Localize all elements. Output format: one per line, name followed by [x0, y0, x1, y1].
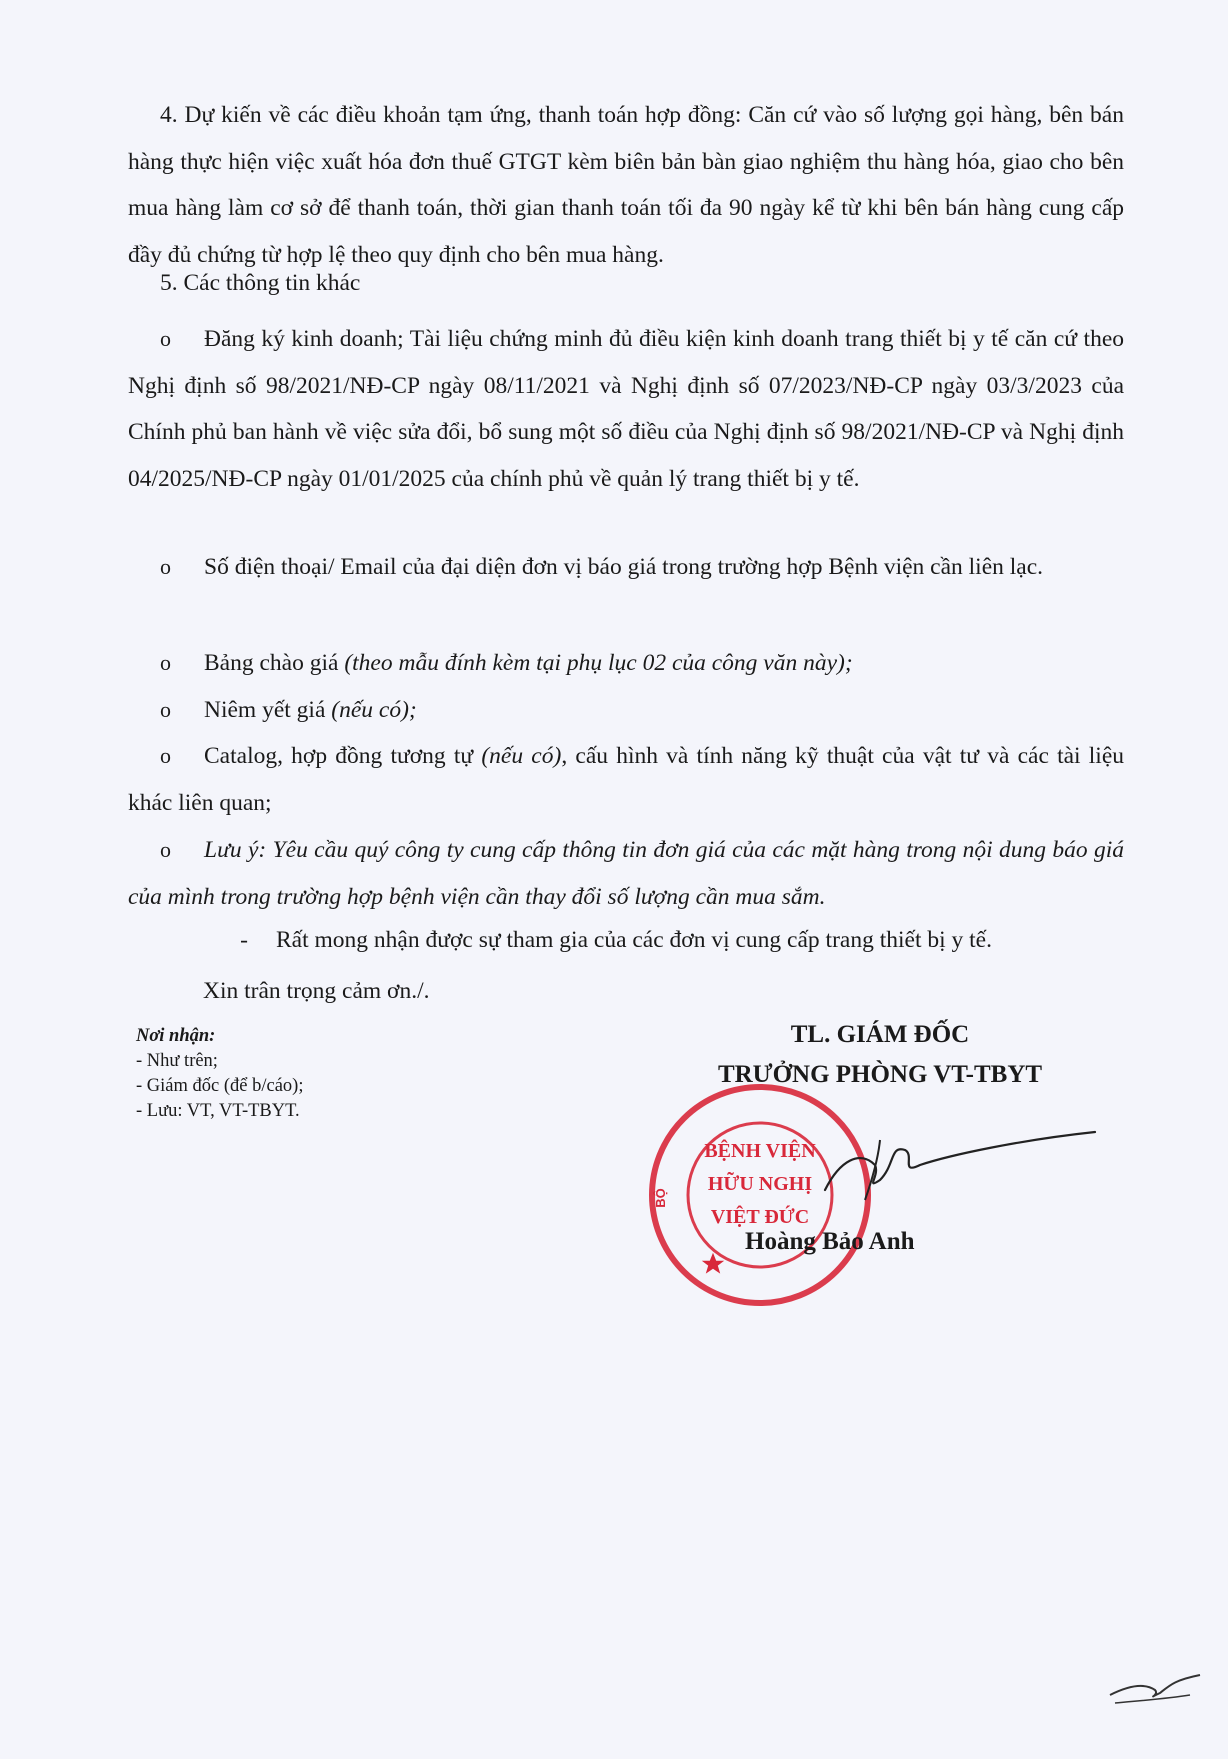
paragraph-other-info: 5. Các thông tin khác — [160, 270, 361, 296]
recipient-item: - Như trên; — [136, 1051, 218, 1071]
stamp-line-2: HỮU NGHỊ — [707, 1173, 813, 1195]
dash-text: Rất mong nhận được sự tham gia của các đơn vị cung cấp trang thiết bị y tế. — [276, 927, 992, 953]
recipients-block — [136, 1024, 303, 1124]
bullet-note — [128, 827, 1124, 920]
stamp-line-3: VIỆT ĐỨC — [710, 1206, 810, 1228]
bullet-italic-note: (theo mẫu đính kèm tại phụ lục 02 của công văn này); — [344, 650, 853, 676]
dash-symbol: - — [240, 927, 248, 953]
dash-line — [128, 917, 1124, 964]
bullet-text: Bảng chào giá — [204, 650, 345, 676]
closing-line: Xin trân trọng cảm ơn./. — [203, 978, 430, 1004]
corner-initials — [1105, 1665, 1205, 1710]
bullet-italic-note: Lưu ý: Yêu cầu quý công ty cung cấp thông tin đơn giá của các mặt hàng trong nội dung báo giá của mình trong trường hợp bệnh viện cần thay đổi số lượng cần mua sắm. — [128, 837, 1124, 910]
recipient-item: - Giám đốc (để b/cáo); — [136, 1076, 304, 1096]
bullet-business-registration — [128, 316, 1124, 502]
bullet-text: Số điện thoại/ Email của đại diện đơn vị báo giá trong trường hợp Bệnh viện cần liên lạc. — [204, 554, 1044, 580]
stamp-line-1: BỆNH VIỆN — [704, 1140, 816, 1162]
signer-name: Hoàng Bảo Anh — [745, 1228, 915, 1255]
signature-title-line2: TRƯỞNG PHÒNG VT-TBYT — [717, 1061, 1043, 1088]
stamp-side-text: BỘ — [653, 1188, 668, 1208]
bullet-symbol: o — [160, 743, 171, 768]
signature-title-line1: TL. GIÁM ĐỐC — [790, 1021, 970, 1048]
bullet-symbol: o — [160, 697, 171, 722]
recipients-heading: Nơi nhận: — [136, 1026, 216, 1046]
bullet-text: Catalog, hợp đồng tương tự — [204, 743, 482, 769]
handwritten-signature — [820, 1120, 1100, 1210]
bullet-text: Đăng ký kinh doanh; Tài liệu chứng minh đủ điều kiện kinh doanh trang thiết bị y tế căn cứ theo Nghị định số 98/2021/NĐ-CP ngày 08/11/2021 và Nghị định số 07/2023/NĐ-CP ngày 03/3/2023 của Chính phủ ban hành về việc sửa đổi, bổ sung một số điều của Nghị định số 98/2021/NĐ-CP và Nghị định 04/2025/NĐ-CP ngày 01/01/2025 của chính phủ về quản lý trang thiết bị y tế. — [128, 326, 1124, 492]
bullet-catalog — [128, 733, 1124, 826]
bullet-price-quote — [128, 640, 1124, 687]
bullet-symbol: o — [160, 837, 171, 862]
bullet-text: Niêm yết giá — [204, 697, 332, 723]
bullet-contact-info — [128, 544, 1124, 591]
bullet-symbol: o — [160, 554, 171, 579]
bullet-symbol: o — [160, 326, 171, 351]
bullet-italic-note: (nếu có); — [331, 697, 417, 723]
bullet-text-cont: , cấu hình và tính năng kỹ thuật của vật tư và các tài liệu khác liên quan; — [128, 743, 1125, 816]
bullet-listed-price — [128, 687, 1124, 734]
bullet-italic-note: (nếu có) — [481, 743, 562, 769]
bullet-symbol: o — [160, 650, 171, 675]
recipient-item: - Lưu: VT, VT-TBYT. — [136, 1101, 300, 1121]
paragraph-payment-terms: 4. Dự kiến về các điều khoản tạm ứng, thanh toán hợp đồng: Căn cứ vào số lượng gọi hàng, bên bán hàng thực hiện việc xuất hóa đơn thuế GTGT kèm biên bản bàn giao nghiệm thu hàng hóa, giao cho bên mua hàng làm cơ sở để thanh toán, thời gian thanh toán tối đa 90 ngày kể từ khi bên bán hàng cung cấp đầy đủ chứng từ hợp lệ theo quy định cho bên mua hàng. — [128, 102, 1124, 268]
